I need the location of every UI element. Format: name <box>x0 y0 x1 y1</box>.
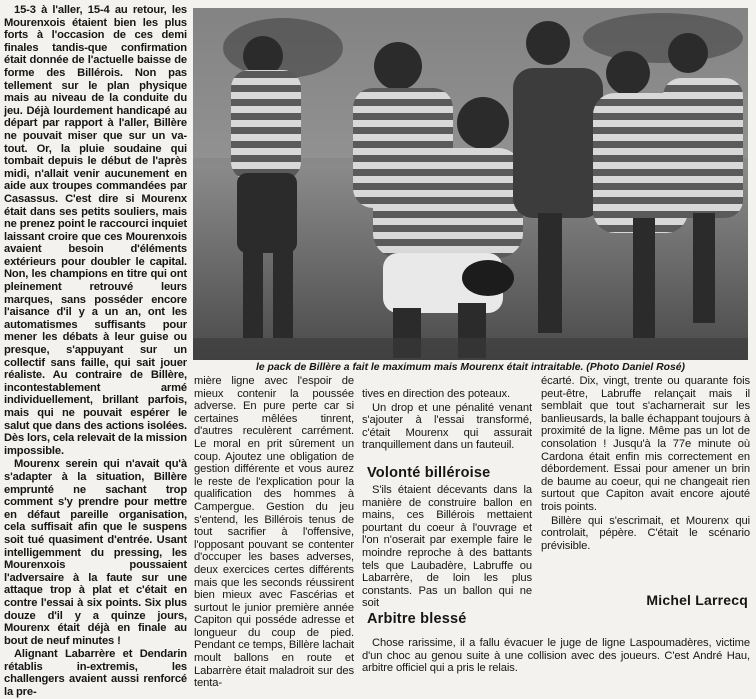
heading-volonte-billeroise: Volonté billéroise <box>367 465 491 481</box>
column-3-paragraph: Un drop et une pénalité venant s'ajouter à l'essai transformé, c'était Mourenx qui assurait tranquillement dans un fauteuil. <box>362 401 532 452</box>
column-2 <box>194 375 354 690</box>
author-byline: Michel Larrecq <box>646 592 748 608</box>
rugby-scrum-photo <box>193 8 748 360</box>
photo-caption: le pack de Billère a fait le maximum mais Mourenx était intraitable. (Photo Daniel Rosé) <box>255 362 686 373</box>
column-3 <box>362 388 532 638</box>
arbitre-paragraph: Chose rarissime, il a fallu évacuer le juge de ligne Laspoumadères, victime d'un choc au genou suite à une collision avec des joueurs. C'est André Hau, arbitre officiel qui a pris le relais. <box>362 637 750 675</box>
volonte-paragraph: S'ils étaient décevants dans la manière de construire ballon en mains, ces Billérois mettaient pourtant du coeur à l'ouvrage et l'on n'oserait par exemple faire le moindre reproche à des battants tels que Laubadère, Labruffe ou Labarrère, de loin les plus constants. Pas un ballon qui ne soit <box>362 483 532 610</box>
left-column <box>4 4 187 699</box>
left-paragraph-2: Mourenx serein qui n'avait qu'à s'adapter à la situation, Billère emprunté ne sachant trop comment s'y prendre pour mettre en défaut pareille organisation, cela suffisait afin que le suspens soit tué quasiment d'entrée. Usant intelligemment du pressing, les Mourenxois poussaient l'adversaire à la faute sur une attaque trop à plat et c'était en contre l'essai à six points. Six plus douze d'il y a quinze jours, Mourenx était déjà en finale au bout de neuf minutes ! <box>4 458 187 647</box>
column-2-text: mière ligne avec l'espoir de mieux contenir la poussée adverse. En pure perte car si certaines mêlées tinrent, d'autres reculèrent carrément. Le moral en prit sûrement un coup. Ajoutez une obligation de gestion différente et vous aurez le reste de l'explication pour la qualification des hommes à Campergue. Gestion du jeu s'entend, les Billérois tenus de tout sacrifier à l'offensive, l'opposant pouvant se contenter d'occuper les bases adverses, deux exercices certes différents mais que les seconds réussirent bien mieux avec Fascérias et surtout le junior première année Capiton qui posséde adresse et longueur du coup de pied. Pendant ce temps, Billère lachait moult ballons en route et Labarrère était maladroit sur des tenta- <box>194 375 354 690</box>
heading-arbitre-blesse: Arbitre blessé <box>367 611 467 627</box>
arbitre-section <box>362 637 750 685</box>
column-4-paragraph-1: écarté. Dix, vingt, trente ou quarante fois peut-être, Labruffe relançait mais il semblait que tout s'acharnerait sur les banlieusards, la balle échappant toujours à proximité de la ligne. Même pas un lot de consolation ! Jusqu'à la 77e minute où Cardona était enfin mis correctement en débordement. Essai pour amener un brin de baume au coeur, qui ne changeait rien surtout que Capiton avait encore ajouté trois points. <box>541 375 750 513</box>
column-3-fragment: tives en direction des poteaux. <box>362 388 511 400</box>
column-4-paragraph-2: Billère qui s'escrimait, et Mourenx qui controlait, pépère. C'était le scénario prévisible. <box>541 514 750 552</box>
left-paragraph-3: Alignant Labarrère et Dendarin rétablis in-extremis, les challengers avaient aussi renforcé la pre- <box>4 648 187 699</box>
left-paragraph-1: 15-3 à l'aller, 15-4 au retour, les Mourenxois étaient bien les plus forts à l'occasion de ces demi finales tandis-que confirmation était donnée de l'actuelle baisse de forme des Billérois. Non pas tellement sur le plan physique mais au niveau de la conduite du jeu. Déjà lourdement handicapé au départ par rapport à l'aller, Billère ne pouvait miser que sur un va-tout. Or, la pluie soudaine qui tombait depuis le début de l'après midi, n'allait venir aucunement en aide aux troupes commandées par Casassus. C'est dire si Mourenx était dans ses petits souliers, mais ne prenez point le raccourci inquiet laissant croire que ces Mourenxois avaient besoin d'éléments extérieurs pour doubler le capital. Non, les champions en titre qui ont pleinement retrouvé leurs marques, sans posséder encore l'aisance d'il y a un an, ont les automatismes suffisants pour mener les débats à leur guise ou presque, s'appuyant sur un collectif sans faille, qui sait jouer réaliste. Au contraire de Billère, incontestablement armé individuellement, brillant parfois, mais qui ne pouvait espérer le salut que dans des actions isolées. Dès lors, cela relevait de la mission impossible. <box>4 4 187 457</box>
